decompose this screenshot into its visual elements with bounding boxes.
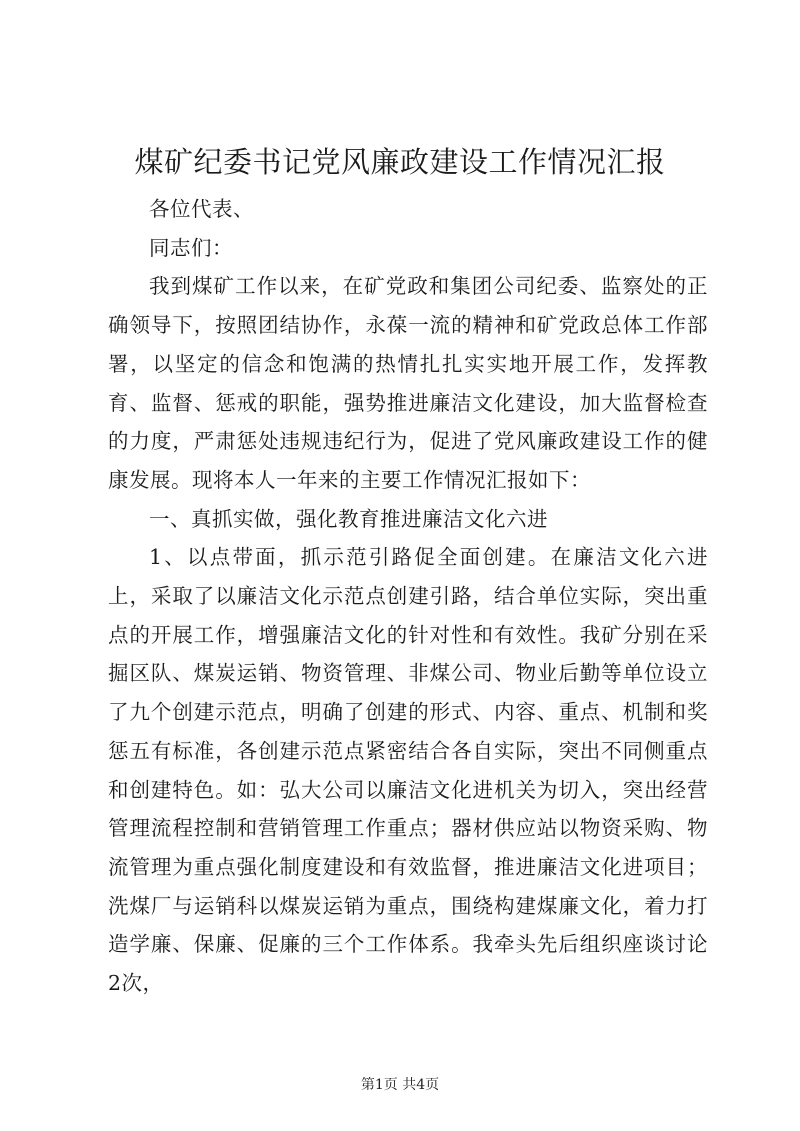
document-title: 煤矿纪委书记党风廉政建设工作情况汇报	[134, 145, 666, 179]
section-heading: 一、真抓实做，强化教育推进廉洁文化六进	[149, 506, 548, 531]
intro-paragraph: 我到煤矿工作以来，在矿党政和集团公司纪委、监察处的正确领导下，按照团结协作，永葆一流的精神和矿党政总体工作部署，以坚定的信念和饱满的热情扎扎实实地开展工作，发挥教育、监督、惩戒的职能，强势推进廉洁文化建设，加大监督检查的力度，严肃惩处违规违纪行为，促进了党风廉政建设工作的健康发展。现将本人一年来的主要工作情况汇报如下：	[108, 274, 708, 492]
page-number: 第1页 共4页	[360, 1077, 440, 1093]
salutation-line: 同志们：	[149, 235, 233, 260]
body-paragraph: 1、以点带面，抓示范引路促全面创建。在廉洁文化六进上，采取了以廉洁文化示范点创建引路，结合单位实际，突出重点的开展工作，增强廉洁文化的针对性和有效性。我矿分别在采掘区队、煤炭运销、物资管理、非煤公司、物业后勤等单位设立了九个创建示范点，明确了创建的形式、内容、重点、机制和奖惩五有标准，各创建示范点紧密结合各自实际，突出不同侧重点和创建特色。如：弘大公司以廉洁文化进机关为切入，突出经营管理流程控制和营销管理工作重点；器材供应站以物资采购、物流管理为重点强化制度建设和有效监督，推进廉洁文化进项目；洗煤厂与运销科以煤炭运销为重点，围绕构建煤廉文化，着力打造学廉、保廉、促廉的三个工作体系。我牵头先后组织座谈讨论2次，	[108, 545, 708, 996]
salutation-line: 各位代表、	[149, 197, 254, 221]
document-body	[108, 190, 708, 1003]
